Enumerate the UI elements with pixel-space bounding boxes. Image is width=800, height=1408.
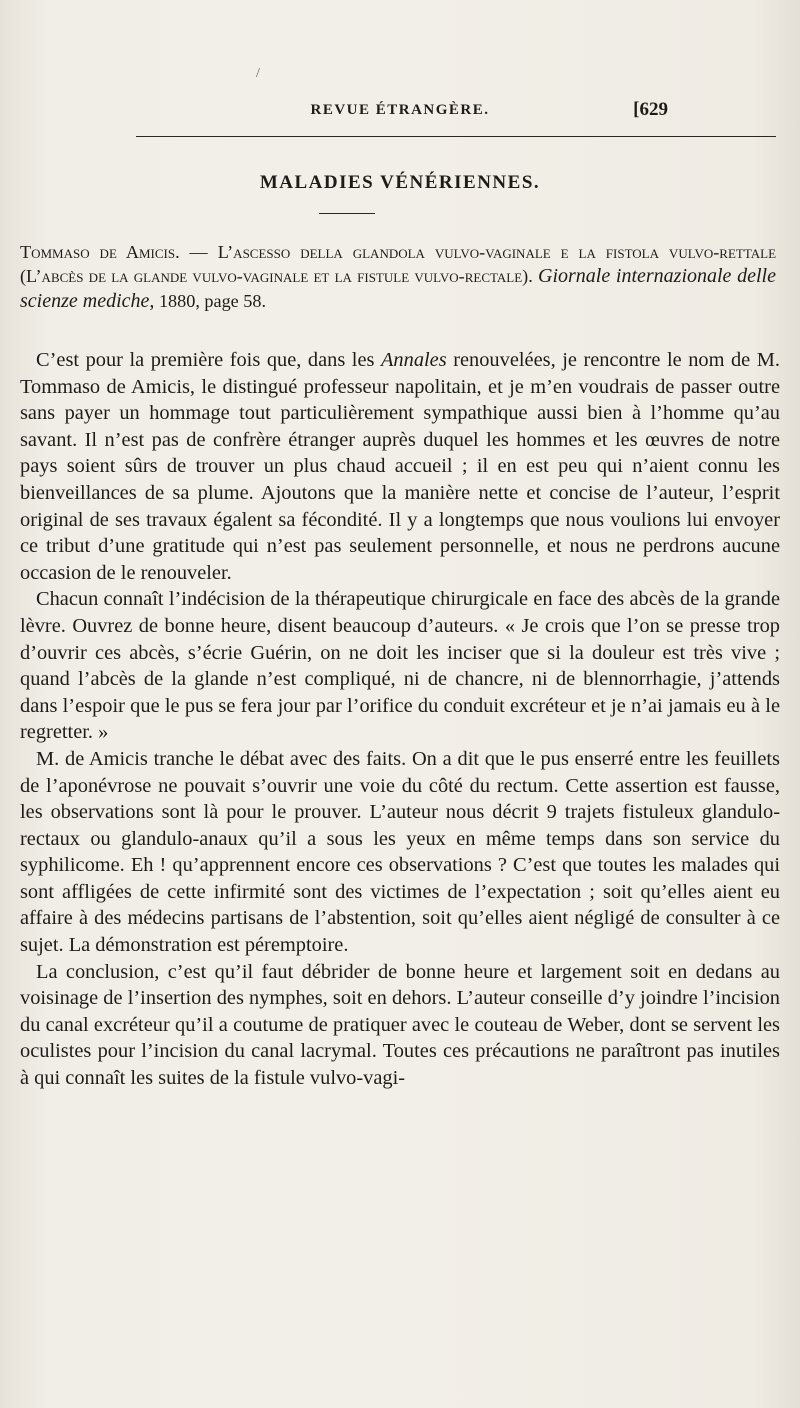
paragraph-1-rest: renouvelées, je rencontre le nom de M. Tommaso de Amicis, le distingué professeur napolitain, et je m’en voudrais de passer outre sans payer un hommage tout particulièrement sympathique aussi bien à l’homme qu’au savant. Il n’est pas de confrère étranger auprès duquel les hommes et les œuvres de notre pays soient sûrs de trouver un plus chaud accueil ; il en est peu qui n’aient connu les bienveillances de sa plume. Ajoutons que la manière nette et concise de l’auteur, l’esprit original de ses travaux égalent sa fécondité. Il y a longtemps que nous voulions lui envoyer ce tribut d’une gratitude qui n’est pas seulement personnelle, et nous ne perdrons aucune occasion de le renouveler.: [20, 349, 780, 584]
paragraph-1-emphasis: Annales: [380, 349, 447, 371]
header-rule: [136, 136, 776, 137]
paragraph-1: [20, 347, 780, 586]
entry-dash: —: [179, 242, 218, 262]
entry-journal: Giornale internazionale delle scienze mediche,: [20, 265, 776, 312]
section-rule: [319, 213, 375, 214]
section-title: MALADIES VÉNÉRIENNES.: [259, 172, 541, 193]
paragraph-3: M. de Amicis tranche le débat avec des faits. On a dit que le pus enserré entre les feuillets de l’aponévrose ne pouvait s’ouvrir une voie du côté du rectum. Cette assertion est fausse, les observations sont là pour le prouver. L’auteur nous décrit 9 trajets fistuleux glandulo-rectaux ou glandulo-anaux qu’il a sous les yeux en même temps dans son service du syphilicome. Eh ! qu’apprennent encore ces observations ? C’est que toutes les malades qui sont affligées de cette infirmité sont des victimes de l’expectation ; soit qu’elles aient eu affaire à des médecins partisans de l’abstention, soit qu’elles aient négligé de consulter à ce sujet. La démonstration est péremptoire.: [20, 747, 780, 957]
paragraph-2: Chacun connaît l’indécision de la thérapeutique chirurgicale en face des abcès de la grande lèvre. Ouvrez de bonne heure, disent beaucoup d’auteurs. « Je crois que l’on se presse trop d’ouvrir ces abcès, s’écrie Guérin, on ne doit les inciser que si la douleur est très vive ; quand l’abcès de la glande n’est compliqué, ni de chancre, ni de blennorrhagie, j’attends dans l’espoir que le pus se fera jour par l’orifice du conduit excréteur et je n’ai jamais eu à le regretter. »: [20, 588, 780, 744]
paragraph-4: La conclusion, c’est qu’il faut débrider de bonne heure et largement soit en dedans au voisinage de l’insertion des nymphes, soit en dehors. L’auteur conseille d’y joindre l’incision du canal excréteur qu’il a coutume de pratiquer avec le couteau de Weber, dont se servent les oculistes pour l’incision du canal lacrymal. Toutes ces précautions ne paraîtront pas inutiles à qui connaît les suites de la fistule vulvo-vagi-: [20, 960, 780, 1090]
stray-pencil-mark: /: [256, 66, 260, 81]
entry-title-french: (L’abcès de la glande vulvo-vaginale et la fistule vulvo-rectale).: [20, 266, 538, 287]
entry-year-page: 1880, page 58.: [154, 290, 267, 311]
entry-title-italian: L’ascesso della glandola vulvo-vaginale e la fistola vulvo-rettale: [217, 242, 777, 262]
paragraph-1-start: C’est pour la première fois que, dans les: [36, 349, 381, 371]
entry-author: Tommaso de Amicis.: [20, 242, 180, 262]
bibliographic-entry: [20, 240, 776, 313]
article-body: [20, 347, 780, 1092]
running-title: REVUE ÉTRANGÈRE.: [310, 102, 490, 118]
page-number: [629: [633, 99, 668, 120]
running-head: [20, 99, 780, 128]
